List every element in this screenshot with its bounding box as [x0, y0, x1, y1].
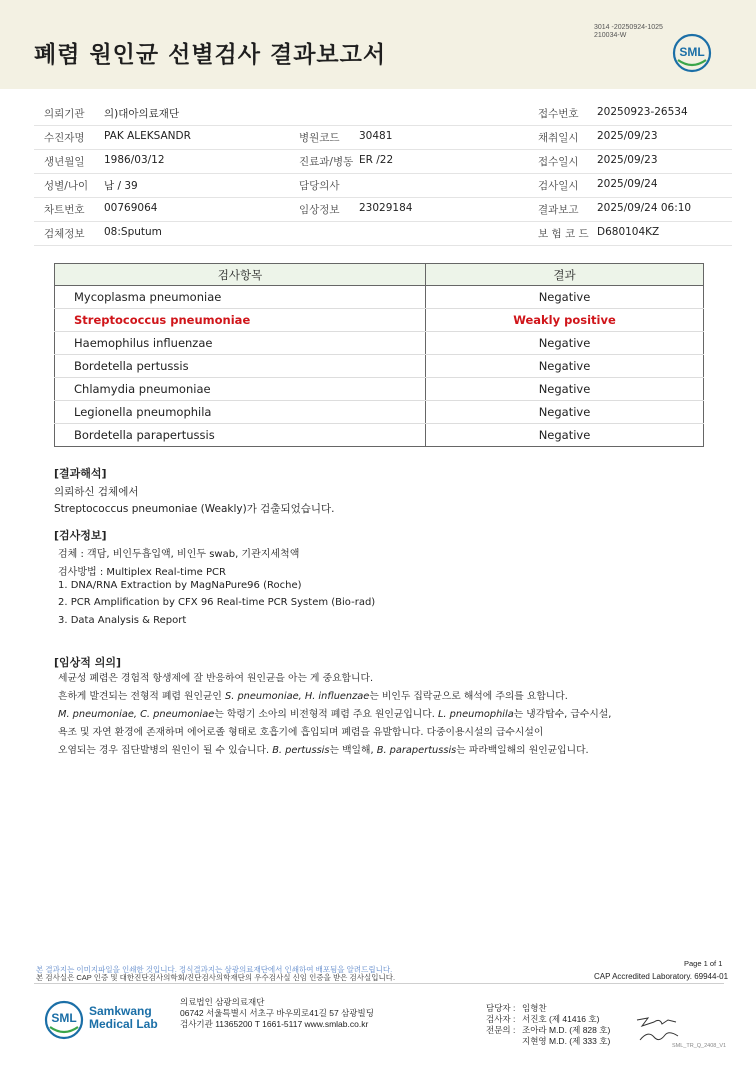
- info-value: 2025/09/23: [597, 154, 658, 166]
- notice-accreditation: 본 검사실은 CAP 인증 및 대한진단검사의학회/진단검사의학재단의 우수검사실 신임 인증을 받은 검사실입니다.: [36, 973, 396, 982]
- clinical-line2: 흔하게 발견되는 전형적 폐렴 원인균인 S. pneumoniae, H. influenzae는 비인두 집락균으로 해석에 주의를 요합니다.: [58, 691, 568, 702]
- cap-accreditation: CAP Accredited Laboratory. 69944-01: [594, 972, 729, 981]
- sml-logo-text: SML: [679, 45, 705, 59]
- interpretation-line2: Streptococcus pneumoniae (Weakly)가 검출되었습니다.: [54, 503, 335, 515]
- test-result-value: Negative: [426, 378, 704, 401]
- column-header-result: 결과: [426, 264, 704, 286]
- info-label: 채취일시: [538, 132, 579, 144]
- info-value: ER /22: [359, 154, 394, 166]
- document-code-line2: 210034-W: [594, 32, 627, 39]
- test-result-value: Weakly positive: [426, 309, 704, 332]
- info-label: 접수번호: [538, 108, 579, 120]
- column-header-item: 검사항목: [55, 264, 426, 286]
- test-item-name: Bordetella parapertussis: [55, 424, 426, 447]
- result-row: [55, 424, 704, 447]
- info-label: 검사일시: [538, 180, 579, 192]
- info-row: [34, 101, 732, 126]
- staff-line: 담당자 : 임형찬: [486, 1003, 547, 1013]
- info-label: 진료과/병동: [299, 156, 354, 168]
- organization-contact: 검사기관 11365200 T 1661-5117 www.smlab.co.kr: [180, 1019, 369, 1029]
- info-value: 의)대아의료재단: [104, 108, 180, 120]
- clinical-line5: 오염되는 경우 집단발병의 원인이 될 수 있습니다. B. pertussis는 백일해, B. parapertussis는 파라백일해의 원인균입니다.: [58, 745, 589, 756]
- results-table: [54, 263, 704, 447]
- brand-name-line2: Medical Lab: [89, 1017, 158, 1031]
- form-code: SML_TR_Q_2408_V1: [672, 1043, 727, 1049]
- interpretation-line1: 의뢰하신 검체에서: [54, 486, 139, 498]
- info-row: [34, 125, 732, 150]
- info-value: 남 / 39: [104, 180, 138, 192]
- info-label: 임상정보: [299, 204, 340, 216]
- page-number: Page 1 of 1: [684, 959, 723, 968]
- info-label: 의뢰기관: [44, 108, 85, 120]
- result-row: [55, 378, 704, 401]
- test-item-name: Mycoplasma pneumoniae: [55, 286, 426, 309]
- info-row: [34, 221, 732, 246]
- document-code: [594, 24, 663, 40]
- test-item-name: Chlamydia pneumoniae: [55, 378, 426, 401]
- staff-line: 전문의 : 조아라 M.D. (제 828 호): [486, 1025, 611, 1035]
- test-result-value: Negative: [426, 286, 704, 309]
- test-result-value: Negative: [426, 332, 704, 355]
- brand-name-line1: Samkwang: [89, 1004, 152, 1018]
- info-label: 차트번호: [44, 204, 85, 216]
- clinical-title: [임상적 의의]: [54, 656, 122, 669]
- info-value: 08:Sputum: [104, 226, 162, 238]
- test-info-line: 2. PCR Amplification by CFX 96 Real-time PCR System (Bio-rad): [58, 597, 376, 608]
- results-header-row: [55, 264, 704, 286]
- test-result-value: Negative: [426, 424, 704, 447]
- info-label: 검체정보: [44, 228, 85, 240]
- info-label: 접수일시: [538, 156, 579, 168]
- info-value: 2025/09/23: [597, 130, 658, 142]
- result-row: [55, 401, 704, 424]
- info-value: 20250923-26534: [597, 106, 688, 118]
- info-label: 생년월일: [44, 156, 85, 168]
- info-row: [34, 149, 732, 174]
- staff-line: 검사자 : 서진호 (제 41416 호): [486, 1014, 600, 1024]
- test-info-line: 검사방법 : Multiplex Real-time PCR: [58, 567, 226, 578]
- test-info-line: 3. Data Analysis & Report: [58, 615, 187, 626]
- result-row: [55, 286, 704, 309]
- test-info-line: 검체 : 객담, 비인두흡입액, 비인두 swab, 기관지세척액: [58, 549, 300, 560]
- info-value: D680104KZ: [597, 226, 660, 238]
- result-row: [55, 332, 704, 355]
- report-title: 폐렴 원인균 선별검사 결과보고서: [34, 42, 387, 68]
- info-label: 병원코드: [299, 132, 340, 144]
- info-label: 결과보고: [538, 204, 579, 216]
- document-code-line1: 3014 -20250924-1025: [594, 24, 663, 31]
- organization-name: 의료법인 삼광의료재단: [180, 997, 265, 1007]
- info-row: [34, 197, 732, 222]
- clinical-line1: 세균성 폐렴은 경험적 항생제에 잘 반응하여 원인균을 아는 게 중요합니다.: [58, 673, 374, 684]
- info-label: 수진자명: [44, 132, 85, 144]
- info-value: 23029184: [359, 202, 413, 214]
- test-info-line: 1. DNA/RNA Extraction by MagNaPure96 (Roche): [58, 580, 302, 591]
- test-result-value: Negative: [426, 355, 704, 378]
- clinical-line3: M. pneumoniae, C. pneumoniae는 학령기 소아의 비전형적 폐렴 주요 원인균입니다. L. pneumophila는 냉각탑수, 급수시설,: [58, 709, 612, 720]
- info-value: 2025/09/24: [597, 178, 658, 190]
- test-item-name: Bordetella pertussis: [55, 355, 426, 378]
- samkwang-logo-text: SML: [51, 1011, 77, 1025]
- test-info-title: [검사정보]: [54, 529, 107, 542]
- result-row: [55, 355, 704, 378]
- info-label: 보 험 코 드: [538, 228, 589, 240]
- organization-address: 06742 서울특별시 서초구 바우뫼로41길 57 삼광빌딩: [180, 1008, 374, 1018]
- info-value: 1986/03/12: [104, 154, 165, 166]
- info-value: 2025/09/24 06:10: [597, 202, 692, 214]
- info-value: 30481: [359, 130, 393, 142]
- staff-line: 지현영 M.D. (제 333 호): [522, 1036, 611, 1046]
- info-label: 성별/나이: [44, 180, 89, 192]
- test-item-name: Legionella pneumophila: [55, 401, 426, 424]
- notice-printed-copy: 본 결과지는 이미지파일을 인쇄한 것입니다. 정식결과지는 삼광의료재단에서 인쇄하여 배포됨을 알려드립니다.: [36, 965, 393, 974]
- result-row: [55, 309, 704, 332]
- info-value: 00769064: [104, 202, 158, 214]
- info-label: 담당의사: [299, 180, 340, 192]
- clinical-line4: 욕조 및 자연 환경에 존재하며 에어로졸 형태로 호흡기에 흡입되며 폐렴을 유발합니다. 다중이용시설의 급수시설이: [58, 727, 544, 738]
- test-item-name: Haemophilus influenzae: [55, 332, 426, 355]
- info-value: PAK ALEKSANDR: [104, 130, 191, 142]
- interpretation-title: [결과해석]: [54, 467, 107, 480]
- info-row: [34, 173, 732, 198]
- footer-divider: [34, 983, 724, 984]
- test-item-name: Streptococcus pneumoniae: [55, 309, 426, 332]
- organization-info: [180, 997, 374, 1030]
- staff-list: [486, 1003, 610, 1047]
- brand-name: [89, 1005, 158, 1031]
- test-result-value: Negative: [426, 401, 704, 424]
